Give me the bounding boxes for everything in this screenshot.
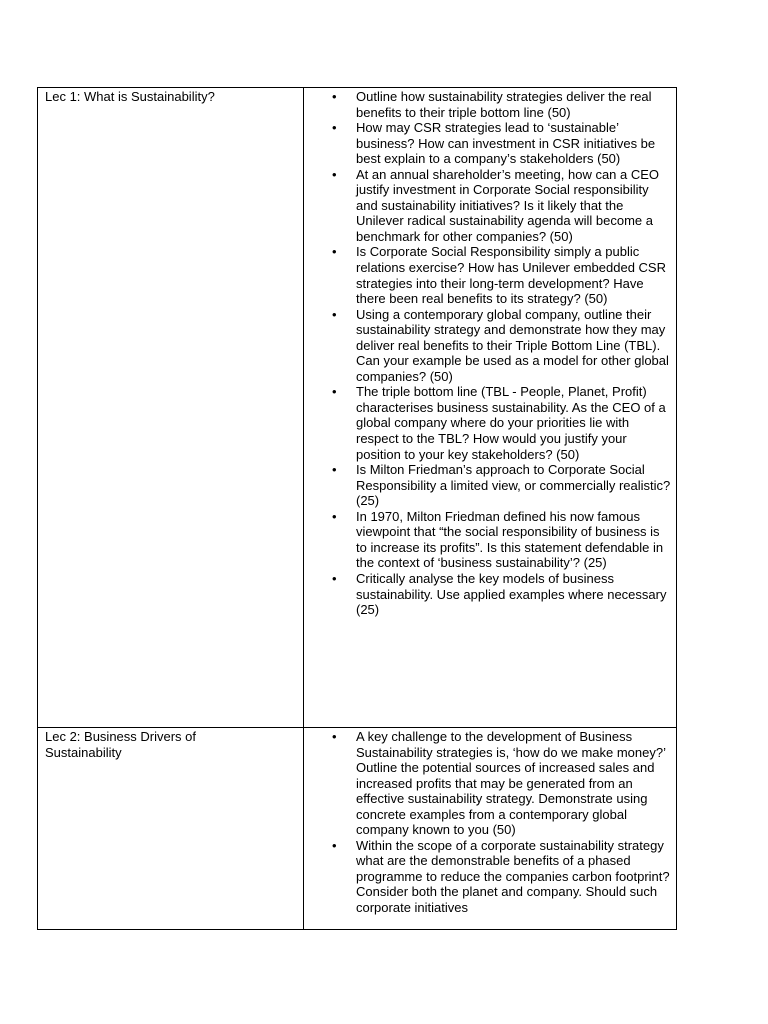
bullet-icon: • [332,306,337,322]
question-text: Using a contemporary global company, outline their sustainability strategy and demonstrate how they may deliver real benefits to their Triple Bottom Line (TBL). Can your example be used as a model for other global companies? (50) [356,306,669,384]
question-text: Is Milton Friedman’s approach to Corporate Social Responsibility a limited view, or commercially realistic? (25) [356,462,671,509]
question-item [304,509,672,571]
question-text: Outline how sustainability strategies deliver the real benefits to their triple bottom line (50) [356,89,652,120]
bullet-icon: • [332,89,337,104]
lecture-question-table [37,87,677,930]
question-item [304,571,672,618]
question-text: Critically analyse the key models of business sustainability. Use applied examples where necessary (25) [356,570,667,618]
question-item [304,384,672,462]
bullet-icon: • [332,244,337,260]
question-list [304,728,676,916]
question-text: Within the scope of a corporate sustainability strategy what are the demonstrable benefits of a phased programme to reduce the companies carbon footprint? Consider both the planet and company. Should such corporate initiatives [356,837,670,916]
question-list [304,88,676,618]
lecture-title: Lec 1: What is Sustainability? [45,89,215,104]
question-text: Is Corporate Social Responsibility simply a public relations exercise? How has Unilever embedded CSR strategies into their long-term development? Have there been real benefits to its strategy? (50) [356,244,666,307]
question-text: In 1970, Milton Friedman defined his now famous viewpoint that “the social responsibility of business is to increase its profits”. Is this statement defendable in the context of ‘business sustainability’? (25) [356,508,664,571]
bullet-icon: • [332,462,337,478]
lecture-cell [38,88,304,728]
question-item [304,120,672,167]
question-item [304,462,672,509]
question-item [304,89,672,120]
question-item [304,244,672,306]
lecture-cell [38,728,304,930]
questions-cell [304,728,677,930]
question-text: A key challenge to the development of Business Sustainability strategies is, ‘how do we make money?’ Outline the potential sources of increased sales and increased profits that may be generated from an effective sustainability strategy. Demonstrate using concrete examples from a contemporary global company known to you (50) [356,729,666,838]
lecture-title: Lec 2: Business Drivers of Sustainability [45,729,197,760]
questions-cell [304,88,677,728]
bullet-icon: • [332,837,337,853]
question-item [304,307,672,385]
question-item [304,167,672,245]
question-text: The triple bottom line (TBL - People, Planet, Profit) characterises business sustainability. As the CEO of a global company where do your priorities lie with respect to the TBL? How would you justify your position to your key stakeholders? (50) [356,384,666,462]
bullet-icon: • [332,120,337,136]
question-item [304,729,672,838]
table-row-lec2 [38,728,677,930]
question-text: At an annual shareholder’s meeting, how can a CEO justify investment in Corporate Social responsibility and sustainability initiatives? Is it likely that the Unilever radical sustainability agenda will become a benchmark for other companies? (50) [356,166,660,244]
question-item [304,838,672,916]
bullet-icon: • [332,570,337,586]
bullet-icon: • [332,384,337,400]
bullet-icon: • [332,166,337,182]
bullet-icon: • [332,729,337,744]
questions-clip [304,728,676,929]
question-text: How may CSR strategies lead to ‘sustainable’ business? How can investment in CSR initiatives be best explain to a company’s stakeholders (50) [356,120,656,167]
table-row-lec1 [38,88,677,728]
bullet-icon: • [332,508,337,524]
